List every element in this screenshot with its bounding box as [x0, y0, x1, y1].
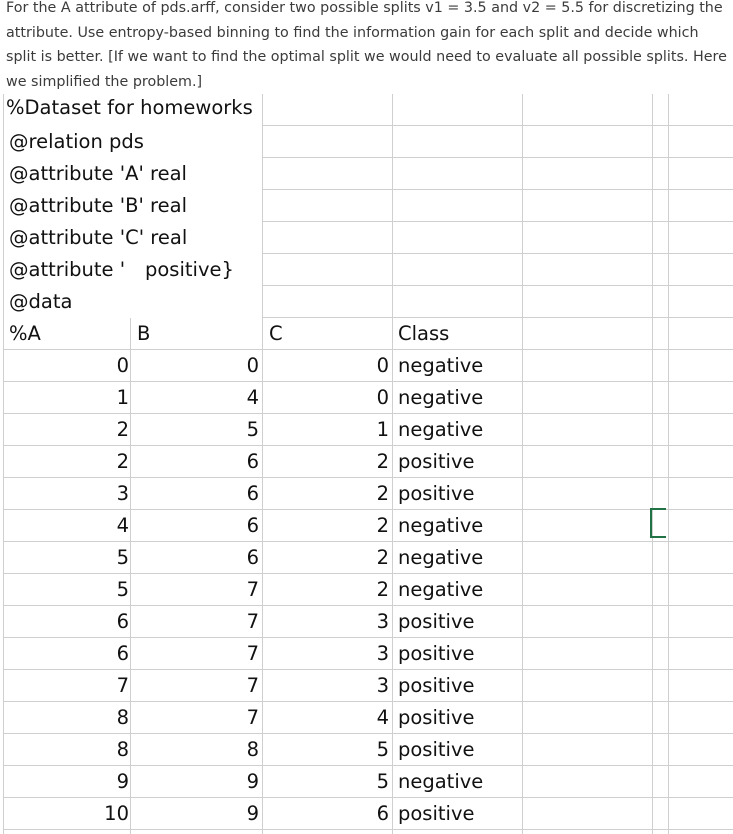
cell-b[interactable]: 4 [246, 386, 259, 409]
cell-c[interactable]: 3 [376, 674, 389, 697]
cell-class[interactable]: positive [398, 482, 475, 505]
cell-b[interactable]: 7 [246, 578, 259, 601]
cell-c[interactable]: 6 [376, 802, 389, 825]
column-header-class[interactable]: Class [398, 322, 450, 345]
cell-a[interactable]: 8 [116, 706, 129, 729]
cell-a[interactable]: 7 [116, 674, 129, 697]
cell-b[interactable]: 6 [246, 546, 259, 569]
cell-c[interactable]: 1 [376, 418, 389, 441]
cell-class[interactable]: positive [398, 738, 475, 761]
cell-a[interactable]: 1 [116, 386, 129, 409]
grid-row-line [262, 125, 733, 126]
selected-cell[interactable] [650, 508, 666, 538]
attribute-b-line[interactable]: @attribute 'B' real [9, 194, 188, 217]
comment-dataset-line[interactable]: %Dataset for homeworks [6, 96, 253, 119]
cell-c[interactable]: 5 [376, 738, 389, 761]
cell-class[interactable]: negative [398, 386, 484, 409]
grid-row-line [262, 285, 733, 286]
cell-b[interactable]: 7 [246, 706, 259, 729]
column-header-c[interactable]: C [269, 322, 283, 345]
column-header-a[interactable]: %A [9, 322, 41, 345]
grid-row-line [262, 317, 733, 318]
cell-a[interactable]: 4 [116, 514, 129, 537]
grid-row-line [262, 157, 733, 158]
cell-b[interactable]: 7 [246, 674, 259, 697]
cell-c[interactable]: 2 [376, 450, 389, 473]
grid-column-line [652, 94, 653, 834]
cell-a[interactable]: 8 [116, 738, 129, 761]
cell-a[interactable]: 10 [104, 802, 129, 825]
attribute-class-values[interactable]: positive} [145, 258, 234, 281]
cell-c[interactable]: 2 [376, 482, 389, 505]
cell-c[interactable]: 0 [376, 354, 389, 377]
cell-class[interactable]: negative [398, 770, 484, 793]
cell-b[interactable]: 0 [246, 354, 259, 377]
cell-class[interactable]: negative [398, 418, 484, 441]
cell-class[interactable]: negative [398, 354, 484, 377]
cell-class[interactable]: positive [398, 802, 475, 825]
cell-a[interactable]: 2 [116, 450, 129, 473]
relation-line[interactable]: @relation pds [9, 130, 144, 153]
cell-class[interactable]: negative [398, 514, 484, 537]
attribute-c-line[interactable]: @attribute 'C' real [9, 226, 188, 249]
grid-column-line [668, 94, 669, 834]
cell-a[interactable]: 2 [116, 418, 129, 441]
cell-class[interactable]: positive [398, 642, 475, 665]
cell-b[interactable]: 9 [246, 770, 259, 793]
grid-row-line [262, 253, 733, 254]
cell-a[interactable]: 6 [116, 642, 129, 665]
cell-b[interactable]: 5 [246, 418, 259, 441]
cell-c[interactable]: 5 [376, 770, 389, 793]
cell-b[interactable]: 7 [246, 642, 259, 665]
attribute-a-line[interactable]: @attribute 'A' real [9, 162, 187, 185]
cell-class[interactable]: positive [398, 610, 475, 633]
spreadsheet [0, 94, 733, 834]
cell-b[interactable]: 7 [246, 610, 259, 633]
grid-row-line [262, 221, 733, 222]
data-marker-line[interactable]: @data [9, 290, 73, 313]
grid-column-line [522, 94, 523, 834]
cell-b[interactable]: 6 [246, 514, 259, 537]
cell-a[interactable]: 6 [116, 610, 129, 633]
attribute-class-line[interactable]: @attribute ' [9, 258, 126, 281]
cell-a[interactable]: 9 [116, 770, 129, 793]
cell-c[interactable]: 0 [376, 386, 389, 409]
cell-c[interactable]: 2 [376, 546, 389, 569]
grid-row-line [262, 189, 733, 190]
cell-class[interactable]: negative [398, 578, 484, 601]
grid-column-line [392, 94, 393, 834]
cell-a[interactable]: 3 [116, 482, 129, 505]
cell-class[interactable]: positive [398, 674, 475, 697]
cell-b[interactable]: 6 [246, 482, 259, 505]
question-text: For the A attribute of pds.arff, consider two possible splits v1 = 3.5 and v2 = 5.5 for discretizing the attribute. Use entropy-based binning to find the information gain for each split and decide which split is better. [If we want to find the optimal split we would need to evaluate all possible splits. Here we simplified the problem.] [6, 0, 727, 90]
cell-a[interactable]: 5 [116, 546, 129, 569]
cell-c[interactable]: 2 [376, 578, 389, 601]
cell-b[interactable]: 8 [246, 738, 259, 761]
cell-class[interactable]: negative [398, 546, 484, 569]
cell-c[interactable]: 2 [376, 514, 389, 537]
cell-c[interactable]: 4 [376, 706, 389, 729]
cell-a[interactable]: 5 [116, 578, 129, 601]
column-header-b[interactable]: B [137, 322, 151, 345]
cell-class[interactable]: positive [398, 706, 475, 729]
cell-a[interactable]: 0 [116, 354, 129, 377]
cell-b[interactable]: 9 [246, 802, 259, 825]
cell-b[interactable]: 6 [246, 450, 259, 473]
cell-c[interactable]: 3 [376, 642, 389, 665]
cell-c[interactable]: 3 [376, 610, 389, 633]
cell-class[interactable]: positive [398, 450, 475, 473]
